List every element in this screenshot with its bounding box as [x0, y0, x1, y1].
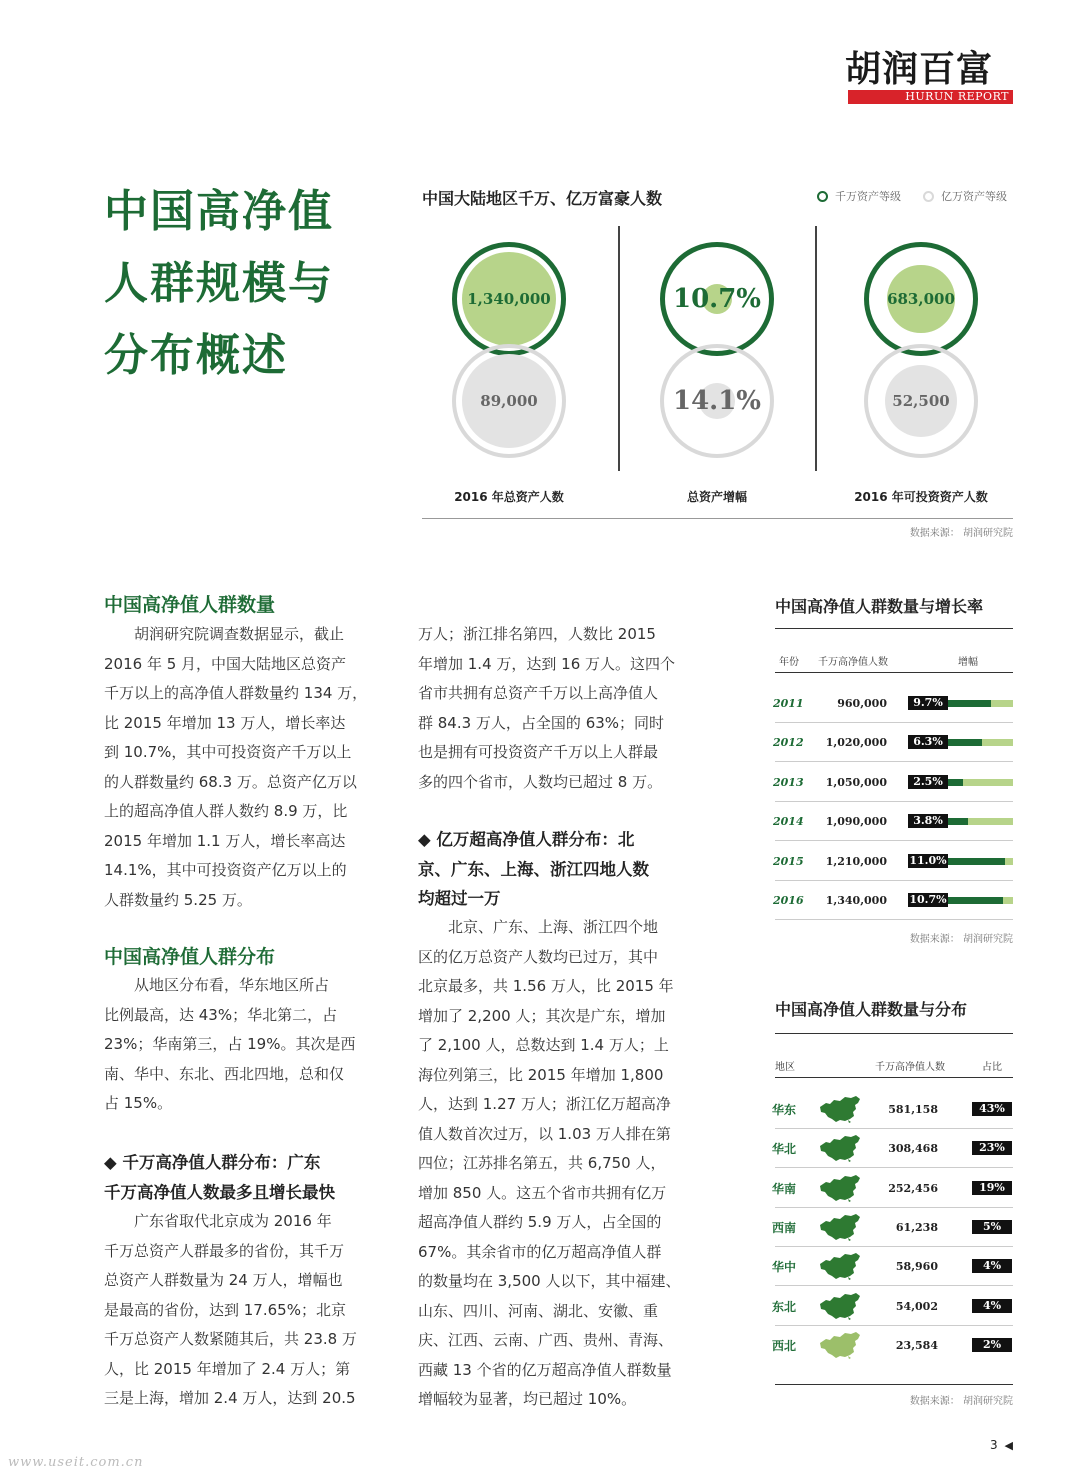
- row-divider: [775, 1325, 1013, 1326]
- circle-total-10m: [452, 242, 566, 356]
- table-header-growth: 增幅: [958, 657, 978, 668]
- table-header-count: 千万高净值人数: [875, 1062, 945, 1073]
- paragraph-line: 14.1%，其中可投资资产亿万以上的: [104, 861, 347, 879]
- legend-label: 千万资产等级: [835, 190, 901, 203]
- growth-badge: 10.7%: [909, 893, 947, 906]
- growth-bar-fill: [948, 739, 982, 746]
- count-cell: 581,158: [888, 1103, 938, 1116]
- share-badge: 2%: [972, 1338, 1012, 1352]
- region-cell: 华东: [772, 1103, 797, 1117]
- region-cell: 华南: [772, 1181, 797, 1196]
- paragraph-line: 增加 850 人。这五个省市共拥有亿万: [418, 1183, 667, 1202]
- subsection-heading: [104, 1148, 384, 1207]
- paragraph-line: 三是上海，增加 2.4 万人，达到 20.5: [104, 1389, 356, 1407]
- row-divider: [775, 1285, 1013, 1286]
- legend-dot-green: [817, 191, 828, 202]
- paragraph-line: 人，比 2015 年增加了 2.4 万人；第: [104, 1359, 351, 1378]
- section-heading: 中国高净值人群数量: [104, 594, 276, 616]
- region-cell: 西南: [772, 1220, 797, 1235]
- page-number: [990, 1438, 1013, 1452]
- data-source: 数据来源： 胡润研究院: [909, 934, 1013, 945]
- table-bottom-rule: [775, 1384, 1013, 1385]
- paragraph: [104, 620, 377, 915]
- growth-bar-fill: [948, 897, 1003, 904]
- year-cell: 2016: [773, 894, 804, 907]
- paragraph-line: 上的超高净值人群人数约 8.9 万，比: [104, 802, 348, 820]
- page-title-line-3: 分布概述: [104, 330, 288, 381]
- paragraph-line: 到 10.7%，其中可投资资产千万以上: [104, 743, 352, 761]
- circle-value: 89,000: [480, 392, 538, 410]
- paragraph-line: 广东省取代北京成为 2016 年: [134, 1212, 332, 1230]
- paragraph-line: 2015 年增加 1.1 万人，增长率高达: [104, 831, 346, 850]
- share-badge: 19%: [972, 1181, 1012, 1195]
- share-badge: 43%: [972, 1102, 1012, 1116]
- count-cell: 54,002: [895, 1299, 938, 1313]
- infographic-title: 中国大陆地区千万、亿万富豪人数: [422, 189, 663, 208]
- growth-bar-fill: [948, 858, 1005, 865]
- data-source: 数据来源： 胡润研究院: [909, 1396, 1013, 1407]
- growth-bar-track: [948, 739, 1013, 746]
- year-cell: 2013: [773, 775, 804, 789]
- count-cell: 61,238: [895, 1220, 938, 1234]
- china-map-icon: [818, 1134, 862, 1162]
- circle-investable-100m: [864, 344, 978, 458]
- paragraph-line: 群 84.3 万人，占全国的 63%；同时: [418, 713, 665, 732]
- section-heading: 中国高净值人群分布: [104, 946, 276, 968]
- share-badge: 4%: [972, 1299, 1012, 1313]
- china-map-icon: [818, 1213, 862, 1241]
- growth-bar-track: [948, 700, 1013, 707]
- region-cell: 东北: [772, 1299, 797, 1314]
- hurun-logo-text: 胡润百富: [845, 49, 994, 90]
- paragraph-line: 区的亿万总资产人数均已过万，其中: [418, 947, 659, 966]
- paragraph-line: 人，达到 1.27 万人；浙江亿万超高净: [418, 1095, 671, 1113]
- table-top-rule: [775, 628, 1013, 629]
- paragraph-line: 67%。其余省市的亿万超高净值人群: [418, 1242, 662, 1261]
- paragraph-line: 年增加 1.4 万，达到 16 万人。这四个: [418, 654, 676, 673]
- circle-value: 14.1%: [672, 386, 762, 416]
- triangle-left-icon: ◀: [1004, 1439, 1013, 1452]
- page-number-value: 3: [990, 1438, 998, 1452]
- circle-investable-10m: [864, 242, 978, 356]
- circle-value: 10.7%: [672, 284, 762, 314]
- column-label: 2016 年可投资资产人数: [854, 490, 988, 504]
- growth-badge: 11.0%: [909, 853, 947, 867]
- count-cell: 1,340,000: [825, 894, 887, 907]
- paragraph-line: 占 15%。: [104, 1094, 173, 1112]
- paragraph-line: 总资产人群数量为 24 万人，增幅也: [104, 1271, 343, 1289]
- paragraph-line: 南、华中、东北、西北四地，总和仅: [104, 1064, 345, 1083]
- paragraph-line: 省市共拥有总资产千万以上高净值人: [418, 684, 659, 702]
- china-map-icon: [818, 1292, 862, 1320]
- paragraph-line: 增幅较为显著，均已超过 10%。: [418, 1390, 637, 1408]
- legend-item-100m: [923, 188, 1007, 204]
- growth-bar-track: [948, 818, 1013, 825]
- count-cell: 1,090,000: [825, 815, 887, 829]
- count-cell: 308,468: [888, 1142, 938, 1156]
- year-cell: 2015: [773, 854, 804, 868]
- count-cell: 23,584: [895, 1338, 938, 1352]
- growth-bar-track: [948, 779, 1013, 786]
- table-header-rule: [775, 1077, 1013, 1078]
- row-divider: [775, 880, 1013, 881]
- table-header-region: 地区: [775, 1062, 795, 1073]
- paragraph-line: 多的四个省市，人数均已超过 8 万。: [418, 772, 663, 791]
- paragraph: [418, 913, 691, 1415]
- row-divider: [775, 840, 1013, 841]
- growth-bar-fill: [948, 818, 968, 825]
- paragraph-line: 万人；浙江排名第四，人数比 2015: [418, 625, 656, 643]
- row-divider: [775, 1207, 1013, 1208]
- infographic-rule: [422, 518, 1013, 519]
- growth-bar-track: [948, 897, 1013, 904]
- count-cell: 1,050,000: [825, 775, 887, 789]
- paragraph-line: 胡润研究院调查数据显示，截止: [134, 625, 345, 643]
- row-divider: [775, 1128, 1013, 1129]
- column-label: 总资产增幅: [686, 490, 747, 504]
- paragraph-line: 了 2,100 人，总数达到 1.4 万人；上: [418, 1036, 669, 1054]
- china-map-icon: [818, 1174, 862, 1202]
- table-header-year: 年份: [779, 657, 799, 668]
- count-cell: 1,210,000: [825, 854, 887, 868]
- paragraph-line: 23%；华南第三，占 19%。其次是西: [104, 1035, 356, 1053]
- subsection-heading-line: 均超过一万: [418, 889, 501, 908]
- paragraph-line: 比例最高，达 43%；华北第二，占: [104, 1005, 338, 1024]
- subsection-heading: [418, 825, 698, 914]
- legend-item-10m: [817, 188, 901, 204]
- year-cell: 2014: [773, 815, 804, 829]
- paragraph: [418, 620, 691, 797]
- circle-value: 1,340,000: [467, 290, 551, 308]
- region-table-title: 中国高净值人群数量与分布: [775, 1000, 968, 1019]
- paragraph-line: 增加了 2,200 人；其次是广东，增加: [418, 1006, 666, 1025]
- paragraph-line: 北京、广东、上海、浙江四个地: [448, 918, 659, 936]
- watermark: www.useit.com.cn: [8, 1455, 144, 1470]
- paragraph-line: 值人数首次过万，以 1.03 万人排在第: [418, 1124, 671, 1143]
- paragraph-line: 千万以上的高净值人群数量约 134 万，: [104, 684, 368, 702]
- region-cell: 华中: [772, 1260, 797, 1275]
- table-header-share: 占比: [982, 1062, 1002, 1073]
- subsection-heading-line: ◆ 千万高净值人群分布：广东: [104, 1153, 321, 1172]
- count-cell: 960,000: [837, 697, 887, 710]
- region-cell: 华北: [772, 1142, 797, 1157]
- paragraph-line: 西藏 13 个省的亿万超高净值人群数量: [418, 1360, 672, 1379]
- table-header-rule: [775, 672, 1013, 673]
- paragraph-line: 也是拥有可投资资产千万以上人群最: [418, 743, 659, 761]
- growth-table-title: 中国高净值人群数量与增长率: [775, 597, 984, 616]
- paragraph-line: 庆、江西、云南、广西、贵州、青海、: [418, 1331, 674, 1349]
- growth-badge: 6.3%: [908, 735, 948, 749]
- count-cell: 252,456: [888, 1181, 938, 1195]
- share-badge: 5%: [972, 1220, 1012, 1234]
- paragraph-line: 的人群数量约 68.3 万。总资产亿万以: [104, 772, 357, 791]
- row-divider: [775, 1167, 1013, 1168]
- page-title-line-1: 中国高净值: [104, 186, 334, 237]
- paragraph-line: 比 2015 年增加 13 万人，增长率达: [104, 713, 346, 732]
- paragraph-line: 山东、四川、河南、湖北、安徽、重: [418, 1301, 659, 1320]
- legend-dot-gray: [923, 191, 934, 202]
- row-divider: [775, 761, 1013, 762]
- legend-label: 亿万资产等级: [941, 190, 1007, 203]
- paragraph-line: 超高净值人群约 5.9 万人，占全国的: [418, 1213, 662, 1231]
- paragraph-line: 的数量均在 3,500 人以下，其中福建、: [418, 1272, 681, 1290]
- circle-value: 52,500: [892, 392, 950, 410]
- growth-bar-fill: [948, 779, 963, 786]
- paragraph-line: 是最高的省份，达到 17.65%；北京: [104, 1300, 346, 1319]
- table-top-rule: [775, 1033, 1013, 1034]
- count-cell: 58,960: [895, 1260, 938, 1274]
- paragraph-line: 四位；江苏排名第五，共 6,750 人，: [418, 1154, 666, 1172]
- row-divider: [775, 801, 1013, 802]
- share-badge: 4%: [972, 1259, 1012, 1273]
- paragraph-line: 北京最多，共 1.56 万人，比 2015 年: [418, 977, 674, 995]
- table-header-count: 千万高净值人数: [818, 657, 888, 668]
- page-title-line-2: 人群规模与: [104, 258, 334, 309]
- china-map-icon: [818, 1095, 862, 1123]
- hurun-logo-banner: HURUN REPORT: [848, 90, 1013, 104]
- year-cell: 2012: [773, 736, 804, 750]
- circle-value: 683,000: [887, 290, 955, 308]
- circle-growth-10m: [660, 242, 774, 356]
- growth-badge: 3.8%: [908, 814, 948, 828]
- growth-badge: 9.7%: [908, 696, 948, 710]
- growth-badge: 2.5%: [908, 775, 948, 789]
- year-cell: 2011: [773, 697, 804, 710]
- count-cell: 1,020,000: [825, 736, 887, 750]
- subsection-heading-line: ◆ 亿万超高净值人群分布：北: [418, 830, 635, 849]
- paragraph-line: 从地区分布看，华东地区所占: [134, 976, 330, 994]
- paragraph-line: 2016 年 5 月，中国大陆地区总资产: [104, 654, 347, 673]
- paragraph: [104, 971, 377, 1119]
- data-source: 数据来源： 胡润研究院: [909, 528, 1013, 539]
- row-divider: [775, 1246, 1013, 1247]
- paragraph-line: 人群数量约 5.25 万。: [104, 890, 252, 909]
- growth-bar-fill: [948, 700, 991, 707]
- paragraph-line: 千万总资产人群最多的省份，其千万: [104, 1241, 345, 1260]
- china-map-icon: [818, 1252, 862, 1280]
- column-divider: [618, 226, 620, 471]
- paragraph: [104, 1207, 377, 1414]
- subsection-heading-line: 千万高净值人数最多且增长最快: [104, 1182, 335, 1202]
- paragraph-line: 海位列第三，比 2015 年增加 1,800: [418, 1065, 664, 1084]
- circle-total-100m: [452, 344, 566, 458]
- circle-growth-100m: [660, 344, 774, 458]
- subsection-heading-line: 京、广东、上海、浙江四地人数: [418, 859, 649, 879]
- row-divider: [775, 919, 1013, 920]
- growth-bar-track: [948, 858, 1013, 865]
- column-divider: [815, 226, 817, 471]
- share-badge: 23%: [972, 1141, 1012, 1155]
- column-label: 2016 年总资产人数: [454, 490, 564, 504]
- region-cell: 西北: [772, 1338, 797, 1353]
- paragraph-line: 千万总资产人数紧随其后，共 23.8 万: [104, 1330, 357, 1348]
- row-divider: [775, 722, 1013, 723]
- china-map-icon: [818, 1331, 862, 1359]
